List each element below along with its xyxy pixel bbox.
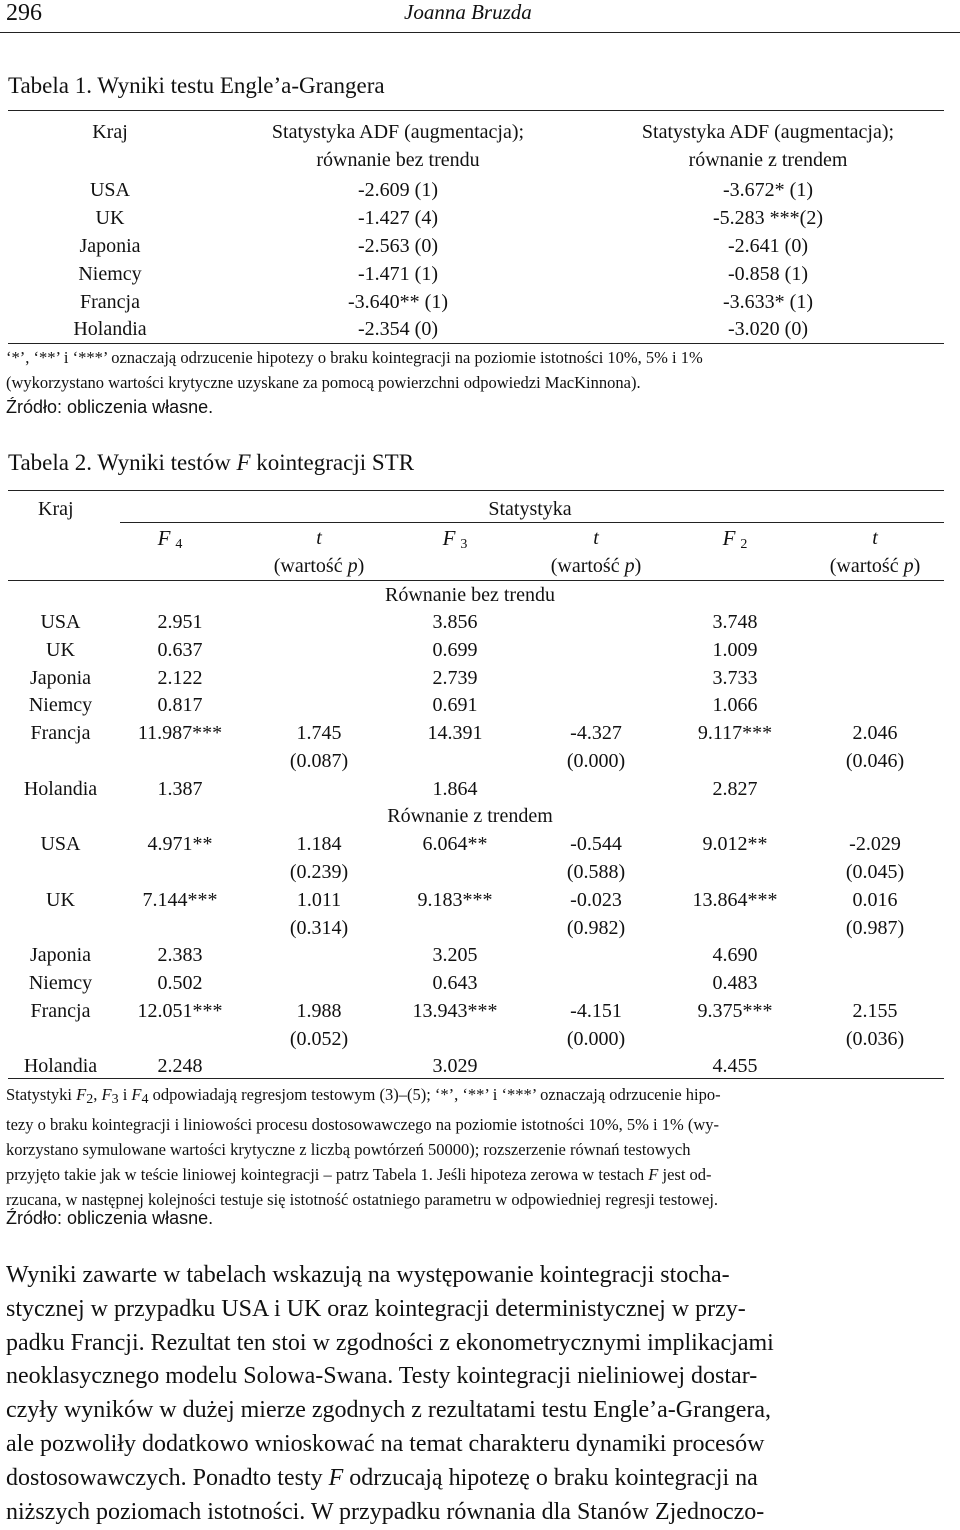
table2-note-line5: rzucana, w następnej kolejności testuje się istotność ostatniego parametru w odpowiedniej regresji testowej. [6, 1190, 719, 1209]
t4-pvalue-label [254, 552, 384, 580]
table2-cell-p2: (0.046) [845, 750, 905, 772]
f2-subscript: 2 [740, 537, 748, 552]
table2-cell-t2: 2.046 [852, 722, 898, 744]
table1-cell-kraj: Francja [80, 291, 140, 313]
table1-header-adf-no-trend-line2: równanie bez trendu [316, 149, 480, 171]
note-l1b: , [93, 1085, 102, 1104]
table1-title: Tabela 1. Wyniki testu Engle’a-Grangera [8, 73, 385, 98]
t3-label-prefix: (wartość [550, 555, 625, 577]
table2-title [8, 450, 414, 476]
table1-bottom-rule [8, 343, 944, 344]
table2-cell-f3: 9.183*** [417, 889, 493, 911]
table2-cell-f2: 0.483 [712, 972, 758, 994]
paragraph-line3: padku Francji. Rezultat ten stoi w zgodności z ekonometrycznymi implikacjami [6, 1329, 774, 1356]
table2-cell-t4: 1.745 [296, 722, 342, 744]
table2-cell-t4: 1.988 [296, 1000, 342, 1022]
table2-cell-f2: 1.066 [712, 694, 758, 716]
table1-cell-adf-no-trend: -2.354 (0) [358, 318, 438, 340]
paragraph-line5: czyły wyników w dużej mierze zgodnych z rezultatami testu Engle’a-Grangera, [6, 1397, 772, 1424]
table2-cell-f3: 13.943*** [412, 1000, 498, 1022]
table1-cell-adf-trend: -0.858 (1) [728, 263, 808, 285]
paragraph-line4: neoklasycznego modelu Solowa-Swana. Testy kointegracji nieliniowej dostar- [6, 1363, 758, 1390]
body-paragraph [6, 1259, 954, 1529]
table2-cell-f2: 3.748 [712, 611, 758, 633]
table2-section-no-trend: Równanie bez trendu [385, 584, 555, 606]
table2-cell-f3: 1.864 [432, 778, 478, 800]
table2-cell-f3: 3.029 [432, 1055, 478, 1077]
table2-cell-f4: 7.144*** [142, 889, 218, 911]
note-f3-letter: F [101, 1085, 112, 1104]
table2-top-rule [8, 490, 944, 491]
table2-cell-f3: 0.643 [432, 972, 478, 994]
table2-header-statystyka: Statystyka [488, 498, 572, 520]
table2-cell-f2: 3.733 [712, 667, 758, 689]
table1-cell-kraj: Japonia [79, 235, 141, 257]
table2-cell-f4: 0.637 [157, 639, 203, 661]
table2-cell-kraj: Francja [30, 722, 91, 744]
table2-cell-f3: 3.856 [432, 611, 478, 633]
table1-note-line1: ‘*’, ‘**’ i ‘***’ oznaczają odrzucenie hipotezy o braku kointegracji na poziomie istotności 10%, 5% i 1% [6, 348, 703, 367]
note-f4-letter: F [131, 1085, 142, 1104]
table2-cell-f4: 2.951 [157, 611, 203, 633]
table1-cell-adf-no-trend: -2.563 (0) [358, 235, 438, 257]
table2-cell-p3: (0.000) [566, 1028, 626, 1050]
table2-cell-p4: (0.087) [289, 750, 349, 772]
table2-cell-f2: 4.690 [712, 944, 758, 966]
note-l4b: jest od- [658, 1165, 712, 1184]
t4-letter: t [316, 527, 322, 549]
table2-header-t2 [810, 524, 940, 580]
table1-cell-kraj: Holandia [73, 318, 147, 340]
table2-cell-f2: 9.375*** [697, 1000, 773, 1022]
table2-cell-kraj: Japonia [29, 667, 92, 689]
table1-header-adf-no-trend-line1: Statystyka ADF (augmentacja); [271, 121, 525, 143]
table2-cell-t2: 2.155 [852, 1000, 898, 1022]
table2-cell-kraj: Holandia [23, 778, 98, 800]
paragraph-line7 [6, 1462, 954, 1496]
table1-header-adf-no-trend [208, 118, 588, 174]
table2-cell-f4: 0.817 [157, 694, 203, 716]
table1-source: Źródło: obliczenia własne. [6, 397, 214, 417]
table2-header-f2 [685, 524, 785, 559]
table2-cell-p3: (0.982) [566, 917, 626, 939]
table2-header-t4 [254, 524, 384, 580]
table2-header-f4 [120, 524, 220, 559]
table2-header-kraj: Kraj [38, 498, 74, 520]
t4-label-suffix: ) [357, 555, 365, 577]
table2-cell-f3: 0.691 [432, 694, 478, 716]
running-head-author: Joanna Bruzda [404, 0, 532, 24]
t3-letter: t [593, 527, 599, 549]
note-l1d: odpowiadają regresjom testowym (3)–(5); ‘*’, ‘**’ i ‘***’ oznaczają odrzucenie hipo- [148, 1085, 721, 1104]
table2-header-f3 [405, 524, 505, 559]
table2-cell-f4: 2.122 [157, 667, 203, 689]
table1-top-rule [8, 110, 944, 111]
table1-cell-kraj: Niemcy [78, 263, 142, 285]
table2-cell-t2: 0.016 [852, 889, 898, 911]
table1-note [6, 345, 942, 395]
table1-cell-adf-no-trend: -2.609 (1) [358, 179, 438, 201]
table2-cell-kraj: UK [46, 889, 75, 911]
table2-cell-t2: -2.029 [849, 833, 901, 855]
f4-letter: F [157, 526, 171, 550]
table2-cell-kraj: UK [46, 639, 75, 661]
t3-pvalue-label [531, 552, 661, 580]
table2-note-line2: tezy o braku kointegracji i liniowości procesu dostosowawczego na poziomie istotności 10%, 5% i 1% (wy- [6, 1115, 719, 1134]
table2-cell-p3: (0.588) [566, 861, 626, 883]
table1-note-line2: (wykorzystano wartości krytyczne uzyskane za pomocą powierzchni odpowiedzi MacKinnona). [6, 373, 641, 392]
table2-cell-p2: (0.036) [845, 1028, 905, 1050]
t2-label-p: p [903, 555, 914, 577]
table2-cell-f2: 9.117*** [697, 722, 773, 744]
note-l1a: Statystyki [6, 1085, 77, 1104]
note-l4-f: F [648, 1165, 659, 1184]
t3-label-suffix: ) [634, 555, 642, 577]
paragraph-line2: stycznej w przypadku USA i UK oraz kointegracji deterministycznej w przy- [6, 1295, 746, 1322]
note-f2-letter: F [76, 1085, 87, 1104]
note-l1c: i [118, 1085, 132, 1104]
note-f3-sub: 3 [111, 1092, 119, 1107]
table2-cell-f4: 0.502 [157, 972, 203, 994]
table2-cell-t3: -0.544 [570, 833, 622, 855]
table2-cell-p3: (0.000) [566, 750, 626, 772]
table2-cell-p4: (0.314) [289, 917, 349, 939]
table2-cell-f4: 2.383 [157, 944, 203, 966]
table2-cell-t3: -4.151 [570, 1000, 622, 1022]
table2-cell-f2: 9.012** [702, 833, 768, 855]
table2-cell-f3: 6.064** [422, 833, 488, 855]
table2-cell-p2: (0.045) [845, 861, 905, 883]
note-f4-sub: 4 [141, 1092, 149, 1107]
note-l4a: przyjęto takie jak w teście liniowej kointegracji – patrz Tabela 1. Jeśli hipoteza zerowa w testach [6, 1165, 649, 1184]
table1-header-adf-trend-line2: równanie z trendem [688, 149, 848, 171]
table1-cell-kraj: UK [95, 207, 125, 229]
t4-label-p: p [347, 555, 358, 577]
table2-cell-kraj: Holandia [23, 1055, 98, 1077]
table2-cell-t4: 1.011 [296, 889, 342, 911]
table1-cell-adf-trend: -3.020 (0) [728, 318, 808, 340]
table2-note-line4 [6, 1162, 942, 1187]
table2-cell-f3: 0.699 [432, 639, 478, 661]
note-f2-sub: 2 [86, 1092, 94, 1107]
table2-cell-t3: -0.023 [570, 889, 622, 911]
table2-section-trend: Równanie z trendem [387, 805, 553, 827]
table2-cell-f4: 11.987*** [137, 722, 223, 744]
table1-cell-adf-no-trend: -1.427 (4) [358, 207, 438, 229]
table1-cell-adf-no-trend: -3.640** (1) [348, 291, 448, 313]
paragraph-line6: ale pozwoliły dodatkowo wnioskować na temat charakteru dynamiki procesów [6, 1430, 765, 1457]
table2-cell-f4: 1.387 [157, 778, 203, 800]
t2-label-prefix: (wartość [829, 555, 904, 577]
table2-cell-kraj: Niemcy [28, 694, 93, 716]
note-f4 [131, 1085, 149, 1107]
f4-subscript: 4 [175, 537, 183, 552]
table2-cell-p4: (0.052) [289, 1028, 349, 1050]
table2-cell-kraj: Japonia [29, 944, 92, 966]
t2-pvalue-label [810, 552, 940, 580]
table2-cell-kraj: USA [40, 833, 81, 855]
paragraph-line8: niższych poziomach istotności. W przypadku równania dla Stanów Zjednoczo- [6, 1498, 765, 1525]
table2-cell-f2: 4.455 [712, 1055, 758, 1077]
table1-cell-adf-no-trend: -1.471 (1) [358, 263, 438, 285]
paragraph-line1: Wyniki zawarte w tabelach wskazują na występowanie kointegracji stocha- [6, 1262, 730, 1288]
table1-cell-adf-trend: -5.283 ***(2) [713, 207, 823, 229]
table1-cell-adf-trend: -3.633* (1) [723, 291, 813, 313]
t3-label-p: p [624, 555, 635, 577]
table2-cell-f4: 4.971** [147, 833, 213, 855]
table2-note-line3: korzystano symulowane wartości krytyczne z liczbą powtórzeń 50000); rozszerzenie równań testowych [6, 1140, 691, 1159]
table2-cell-p2: (0.987) [845, 917, 905, 939]
table2-cell-f4: 12.051*** [137, 1000, 223, 1022]
table2-note-line1 [6, 1082, 942, 1112]
table2-cell-f3: 2.739 [432, 667, 478, 689]
table2-cell-kraj: Niemcy [28, 972, 93, 994]
table1-cell-adf-trend: -2.641 (0) [728, 235, 808, 257]
table2-header-t3 [531, 524, 661, 580]
table2-statystyka-rule [120, 522, 944, 523]
note-f3 [101, 1085, 119, 1107]
table2-source: Źródło: obliczenia własne. [6, 1208, 214, 1228]
paragraph-f: F [328, 1464, 344, 1491]
t4-label-prefix: (wartość [273, 555, 348, 577]
header-rule [0, 32, 960, 33]
table2-cell-p4: (0.239) [289, 861, 349, 883]
table1-cell-adf-trend: -3.672* (1) [723, 179, 813, 201]
table2-cell-f3: 3.205 [432, 944, 478, 966]
t2-letter: t [872, 527, 878, 549]
table2-title-prefix: Tabela 2. Wyniki testów [8, 450, 237, 475]
paragraph-line7b: odrzucają hipotezę o braku kointegracji na [343, 1464, 758, 1491]
table2-cell-t3: -4.327 [570, 722, 622, 744]
t2-label-suffix: ) [913, 555, 921, 577]
table2-title-f: F [236, 450, 251, 475]
table1-header-adf-trend-line1: Statystyka ADF (augmentacja); [641, 121, 895, 143]
table2-cell-kraj: Francja [30, 1000, 91, 1022]
table2-title-suffix: kointegracji STR [250, 450, 415, 475]
note-f2 [76, 1085, 94, 1107]
table2-cell-f3: 14.391 [427, 722, 483, 744]
f3-subscript: 3 [460, 537, 468, 552]
table1-cell-kraj: USA [89, 179, 130, 201]
page-number: 296 [6, 0, 42, 26]
table2-bottom-rule [8, 1078, 944, 1079]
table2-cell-f2: 13.864*** [692, 889, 778, 911]
f2-letter: F [722, 526, 736, 550]
f3-letter: F [442, 526, 456, 550]
table2-cell-f4: 2.248 [157, 1055, 203, 1077]
table1-header-kraj: Kraj [92, 121, 128, 143]
table2-cell-f2: 1.009 [712, 639, 758, 661]
table1-header-adf-trend [568, 118, 960, 174]
table2-cell-kraj: USA [40, 611, 81, 633]
table2-cell-f2: 2.827 [712, 778, 758, 800]
paragraph-line7a: dostosowawczych. Ponadto testy [6, 1464, 329, 1491]
table2-cell-t4: 1.184 [296, 833, 342, 855]
table2-note [6, 1082, 942, 1212]
